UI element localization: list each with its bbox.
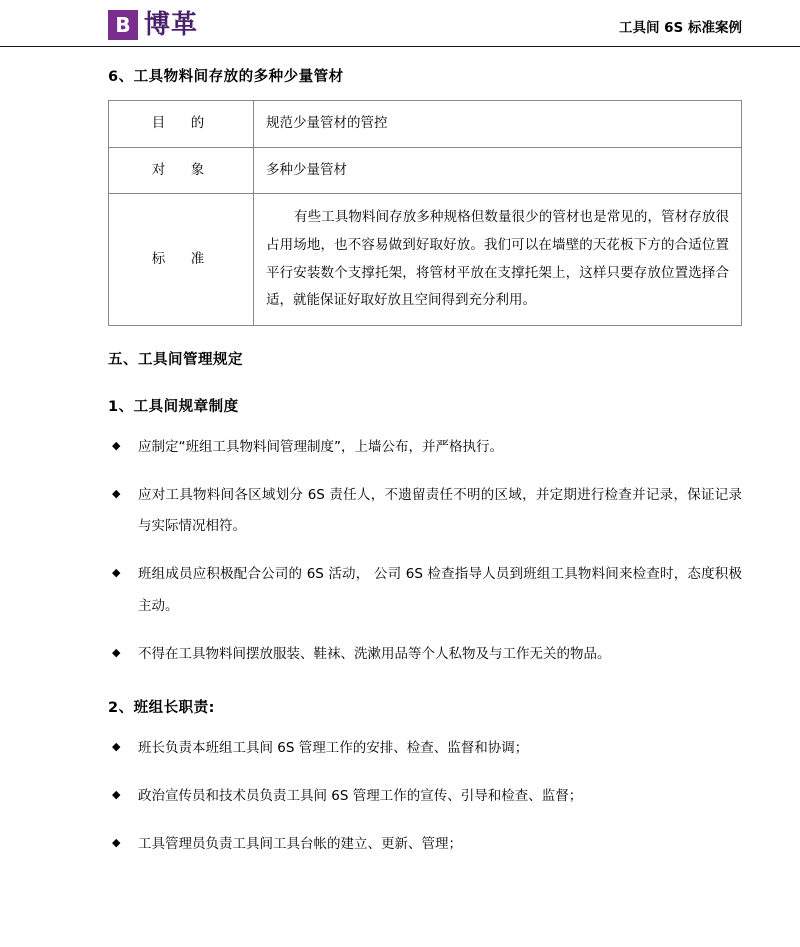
table-value-object: 多种少量管材 xyxy=(254,147,742,194)
table-row xyxy=(109,101,742,148)
list-item-text: 班组成员应积极配合公司的 6S 活动， 公司 6S 检查指导人员到班组工具物料间来检查时，态度积极主动。 xyxy=(138,566,742,614)
table-row xyxy=(109,147,742,194)
diamond-bullet-icon: ◆ xyxy=(112,438,121,452)
list-item xyxy=(108,781,742,813)
section-title-chapter5: 五、工具间管理规定 xyxy=(108,351,243,368)
list-item-text: 班长负责本班组工具间 6S 管理工作的安排、检查、监督和协调； xyxy=(138,740,529,757)
table-label-standard: 标 准 xyxy=(109,194,254,326)
document-content xyxy=(0,65,800,860)
list-item-text: 应制定“班组工具物料间管理制度”，上墙公布，并严格执行。 xyxy=(138,438,503,455)
diamond-bullet-icon: ◆ xyxy=(112,740,121,754)
list-item-text: 不得在工具物料间摆放服装、鞋袜、洗漱用品等个人私物及与工作无关的物品。 xyxy=(138,645,611,662)
logo-mark-icon: B xyxy=(108,10,138,40)
diamond-bullet-icon: ◆ xyxy=(112,645,121,659)
rule1-bullet-list xyxy=(108,432,742,670)
list-item xyxy=(108,829,742,861)
diamond-bullet-icon: ◆ xyxy=(112,566,121,580)
section-title-rule2: 2、班组长职责: xyxy=(108,700,215,717)
header-title: 工具间 6S 标准案例 xyxy=(618,20,742,36)
diamond-bullet-icon: ◆ xyxy=(112,835,121,849)
list-item-text: 应对工具物料间各区域划分 6S 责任人，不遗留责任不明的区域，并定期进行检查并记录，保证记录与实际情况相符。 xyxy=(138,486,742,535)
table-value-purpose: 规范少量管材的管控 xyxy=(254,101,742,148)
brand-logo xyxy=(108,10,198,40)
table-value-standard: 有些工具物料间存放多种规格但数量很少的管材也是常见的，管材存放很占用场地，也不容易做到好取好放。我们可以在墙壁的天花板下方的合适位置平行安装数个支撑托架，将管材平放在支撑托架上，这样只要存放位置选择合适，就能保证好取好放且空间得到充分利用。 xyxy=(254,194,742,326)
diamond-bullet-icon: ◆ xyxy=(112,486,121,500)
list-item xyxy=(108,733,742,765)
table-label-purpose: 目 的 xyxy=(109,101,254,148)
list-item xyxy=(108,480,742,543)
spec-table xyxy=(108,100,742,326)
list-item xyxy=(108,639,742,671)
list-item-text: 工具管理员负责工具间工具台帐的建立、更新、管理； xyxy=(138,835,462,852)
page-header xyxy=(0,0,800,47)
list-item xyxy=(108,559,742,622)
list-item xyxy=(108,432,742,464)
section-title-rule1: 1、工具间规章制度 xyxy=(108,398,239,415)
section-title-item6: 6、工具物料间存放的多种少量管材 xyxy=(108,69,344,85)
list-item-text: 政治宣传员和技术员负责工具间 6S 管理工作的宣传、引导和检查、监督； xyxy=(138,788,583,804)
logo-text: 博革 xyxy=(144,10,199,40)
diamond-bullet-icon: ◆ xyxy=(112,788,121,801)
table-row xyxy=(109,194,742,326)
table-label-object: 对 象 xyxy=(109,147,254,194)
rule2-bullet-list xyxy=(108,733,742,860)
